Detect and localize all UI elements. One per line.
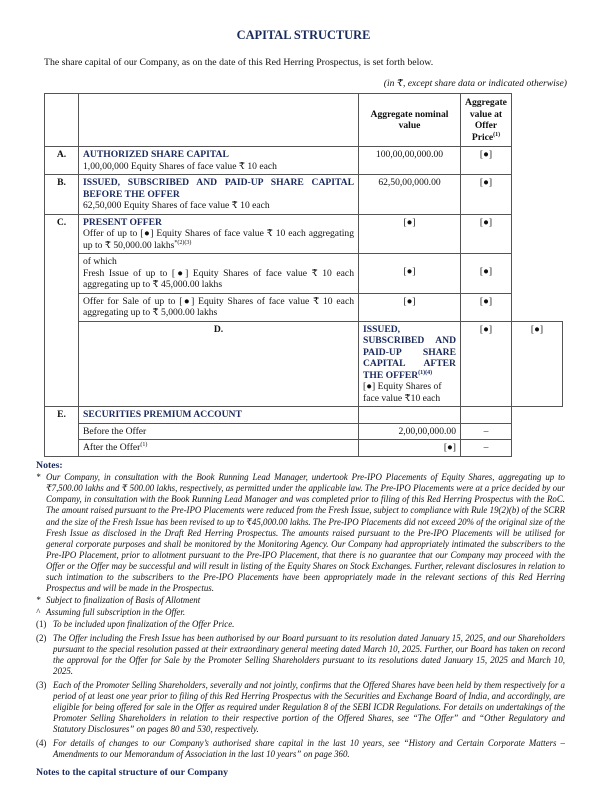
page-title: CAPITAL STRUCTURE [236, 28, 371, 42]
row-text: 1,00,00,000 Equity Shares of face value ₹ 10 each [83, 160, 277, 172]
header-empty-1 [45, 94, 79, 147]
currency-note: (in ₹, except share data or indicated otherwise) [383, 77, 567, 89]
note-text: Subject to finalization of Basis of Allotment [46, 594, 201, 605]
row-text: Before the Offer [79, 423, 359, 440]
nominal-value: [●] [359, 293, 461, 321]
row-description [79, 407, 359, 424]
note-text: The Offer including the Fresh Issue has been authorised by our Board pursuant to its resolution dated January 15, 2025, and our Shareholders pursuant to the special resolution passed at their extraordinary general meeting dated March 10, 2025. Further, our Board has taken on record the approval for the Offer for Sale by the Promoter Selling Shareholders pursuant to its resolutions dated January 15, 2025 and March 10, 2025. [53, 632, 565, 676]
note-marker: * [36, 594, 41, 605]
offer-value: [●] [461, 147, 512, 175]
nominal-value: 100,00,00,000.00 [359, 147, 461, 175]
offer-value: [●] [461, 214, 512, 254]
note-star-2 [36, 595, 565, 606]
table-row-e [45, 407, 563, 424]
note-3 [36, 680, 565, 735]
offer-value: [●] [512, 321, 563, 407]
intro-text: The share capital of our Company, as on the date of this Red Herring Prospectus, is set forth below. [44, 56, 434, 68]
capital-structure-table [44, 93, 563, 457]
nominal-value: [●] [359, 254, 461, 294]
offer-value: – [461, 423, 512, 440]
note-caret [36, 607, 565, 618]
note-marker: (1) [36, 618, 47, 629]
row-description [79, 175, 359, 215]
header-empty-2 [79, 94, 359, 147]
header-offer-value: Aggregate value at Offer Price$^{(1)}$ [461, 94, 512, 147]
table-row-c-fresh [45, 254, 563, 294]
note-4 [36, 738, 565, 760]
header-nominal-value: Aggregate nominal value [359, 94, 461, 147]
of-which-label: of which [83, 256, 117, 268]
row-text: Fresh Issue of up to [●] Equity Shares of face value ₹ 10 each aggregating up to ₹ 45,000.00 lakhs [83, 267, 354, 291]
row-text: Offer for Sale of up to [●] Equity Shares of face value ₹ 10 each aggregating up to ₹ 5,000.00 lakhs [79, 293, 359, 321]
notes-section [36, 472, 565, 760]
table-row-c-ofs [45, 293, 563, 321]
nominal-value: [●] [359, 214, 461, 254]
section-heading: PRESENT OFFER [83, 216, 162, 228]
row-text: Offer of up to [●] Equity Shares of face value ₹ 10 each aggregating up to ₹ 50,000.00 lakhs$^{*(2)(3)}$ [83, 228, 354, 251]
note-1 [36, 619, 565, 630]
section-heading: ISSUED, SUBSCRIBED AND PAID-UP SHARE CAPITAL BEFORE THE OFFER [83, 177, 354, 200]
section-footer-heading: Notes to the capital structure of our Company [36, 767, 229, 779]
row-text: 62,50,000 Equity Shares of face value ₹ 10 each [83, 200, 270, 212]
note-marker: (3) [36, 679, 47, 690]
section-heading: AUTHORIZED SHARE CAPITAL [83, 149, 229, 161]
section-heading: SECURITIES PREMIUM ACCOUNT [83, 409, 242, 421]
offer-value: [●] [461, 254, 512, 294]
empty-cell [359, 407, 461, 424]
offer-value: [●] [461, 293, 512, 321]
note-marker: * [36, 472, 41, 483]
table-row-c [45, 214, 563, 254]
note-star [36, 472, 565, 593]
note-marker: ^ [36, 606, 40, 617]
row-text: After the Offer$^{(1)}$ [79, 440, 359, 457]
note-text: To be included upon finalization of the Offer Price. [53, 618, 235, 629]
row-letter: B. [45, 175, 79, 215]
row-letter: A. [45, 147, 79, 175]
table-row-e-before [45, 423, 563, 440]
row-description [79, 254, 359, 294]
row-description [359, 321, 461, 407]
nominal-value: [●] [461, 321, 512, 407]
note-text: Each of the Promoter Selling Shareholders, severally and not jointly, confirms that the Offered Shares have been held by them respectively for a period of at least one year prior to filing of this Red Herring Prospectus with the Securities and Exchange Board of India, and accordingly, are eligible for being offered for sale in the Offer as required under Regulation 8 of the SEBI ICDR Regulations. For details on undertakings of the Promoter Selling Shareholders in relation to their respective portion of the Offered Shares, see “The Offer” and “Other Regulatory and Statutory Disclosures” on pages 80 and 530, respectively. [53, 679, 565, 735]
row-description [79, 214, 359, 254]
table-row-e-after [45, 440, 563, 457]
note-2 [36, 633, 565, 677]
row-letter: C. [45, 214, 79, 407]
notes-title: Notes: [36, 459, 63, 471]
nominal-value: 62,50,00,000.00 [359, 175, 461, 215]
note-text: Our Company, in consultation with the Book Running Lead Manager, undertook Pre-IPO Placements of Equity Shares, aggregating up to ₹7,500.00 lakhs and ₹ 500.00 lakhs, respectively, as permitted under the applicable law. The Pre-IPO Placements were at a price decided by our Company, in consultation with the Book Running Lead Manager and was completed prior to filing of this Red Herring Prospectus with the RoC. The amount raised pursuant to the Pre-IPO Placements were reduced from the Fresh Issue, subject to compliance with Rule 19(2)(b) of the SCRR and the size of the Fresh Issue has been revised to up to ₹45,000.00 lakhs. The Pre-IPO Placements did not exceed 20% of the original size of the Fresh Issue as disclosed in the Draft Red Herring Prospectus. The amounts raised pursuant to the Pre-IPO Placements will be utilised for general corporate purposes and shall be monitored by the Monitoring Agency. Our Company had appropriately intimated the subscribers to the Pre-IPO Placement, prior to allotment pursuant to the Pre-IPO Placement, that there is no guarantee that our Company may proceed with the Offer or the Offer may be successful and will result in listing of the Equity Shares on Stock Exchanges. Further, relevant disclosures in relation to such intimation to the subscribers to the Pre-IPO Placements have been appropriately made in the relevant sections of this Red Herring Prospectus and will be made in the Prospectus. [46, 472, 565, 593]
note-text: Assuming full subscription in the Offer. [46, 606, 186, 617]
table-row-a [45, 147, 563, 175]
table-row-b [45, 175, 563, 215]
row-letter: D. [79, 321, 359, 407]
row-text: [●] Equity Shares of face value ₹10 each [363, 381, 442, 404]
section-heading: ISSUED, SUBSCRIBED AND PAID-UP SHARE CAPITAL AFTER THE $OFFER^{(1)(4)}$ [363, 323, 456, 381]
nominal-value: 2,00,00,000.00 [359, 423, 461, 440]
note-text: For details of changes to our Company’s authorised share capital in the last 10 years, see “History and Certain Corporate Matters – Amendments to our Memorandum of Association in the last 10 years” on page 360. [53, 738, 565, 760]
offer-value: [●] [461, 175, 512, 215]
row-letter: E. [45, 407, 79, 457]
table-row-d [45, 321, 563, 407]
note-marker: (4) [36, 738, 47, 749]
table-header-row [45, 94, 563, 147]
offer-value: – [461, 440, 512, 457]
nominal-value: [●] [359, 440, 461, 457]
note-marker: (2) [36, 632, 47, 643]
empty-cell [461, 407, 512, 424]
row-description [79, 147, 359, 175]
